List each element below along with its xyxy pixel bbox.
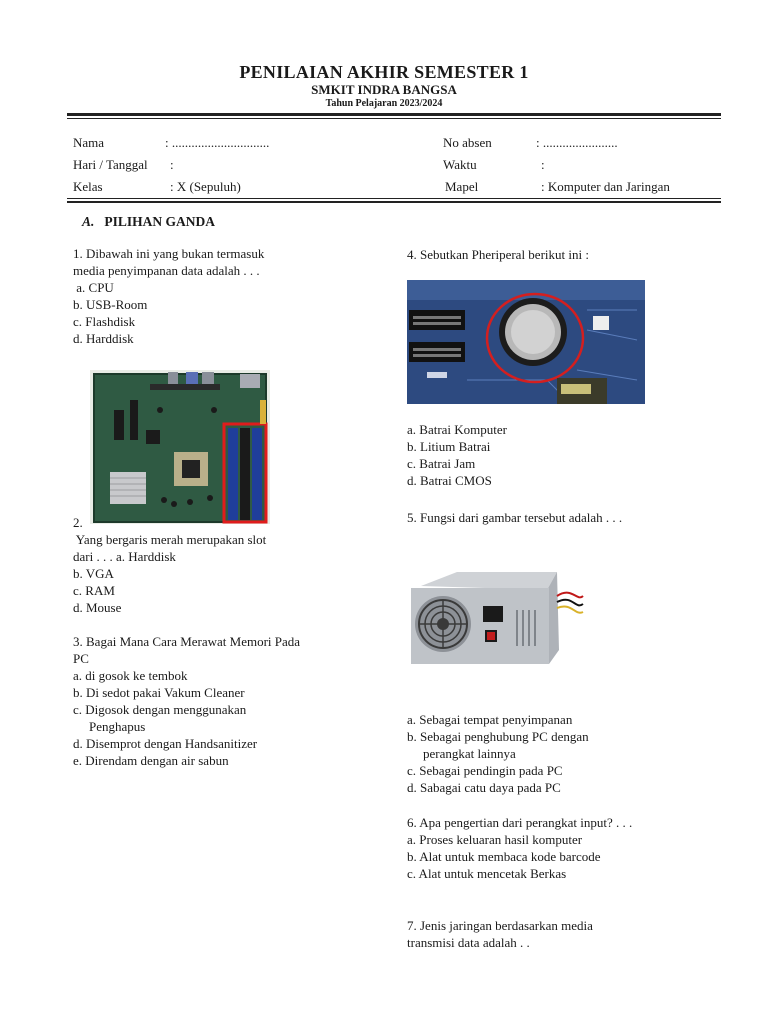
question-2-text: Yang bergaris merah merupakan slot — [73, 532, 267, 547]
question-1 — [73, 245, 264, 347]
option-3c-cont: Penghapus — [89, 719, 146, 734]
section-heading — [82, 214, 215, 230]
nama-field: : .............................. — [165, 135, 270, 150]
question-2-text-cont: dari . . . a. Harddisk — [73, 549, 176, 564]
hari-label: Hari / Tanggal — [73, 157, 148, 172]
option-3d: d. Disemprot dengan Handsanitizer — [73, 736, 258, 751]
option-5a: a. Sebagai tempat penyimpanan — [407, 712, 573, 727]
question-2-number: 2. — [73, 515, 83, 530]
question-4-options — [407, 421, 507, 489]
page-title: PENILAIAN AKHIR SEMESTER 1 — [239, 62, 529, 82]
option-4c: c. Batrai Jam — [407, 456, 476, 471]
option-6a: a. Proses keluaran hasil komputer — [407, 832, 583, 847]
question-1-text-cont: media penyimpanan data adalah . . . — [73, 263, 260, 278]
option-1c: c. Flashdisk — [73, 314, 136, 329]
header-divider-thin — [67, 118, 721, 119]
hari-field: : — [170, 157, 174, 172]
identity-divider-thick — [67, 201, 721, 203]
school-year: Tahun Pelajaran 2023/2024 — [325, 98, 443, 109]
option-2d: d. Mouse — [73, 600, 122, 615]
option-5b: b. Sebagai penghubung PC dengan — [407, 729, 589, 744]
option-3c: c. Digosok dengan menggunakan — [73, 702, 247, 717]
waktu-field: : — [541, 157, 545, 172]
question-2 — [73, 514, 266, 616]
option-6b: b. Alat untuk membaca kode barcode — [407, 849, 601, 864]
absen-field: : ....................... — [536, 135, 618, 150]
option-5b-cont: perangkat lainnya — [423, 746, 516, 761]
section-title: PILIHAN GANDA — [104, 214, 216, 229]
option-4d: d. Batrai CMOS — [407, 473, 492, 488]
question-6 — [407, 814, 632, 882]
nama-label: Nama — [73, 135, 105, 150]
option-4b: b. Litium Batrai — [407, 439, 491, 454]
kelas-field: : X (Sepuluh) — [170, 179, 241, 194]
option-5c: c. Sebagai pendingin pada PC — [407, 763, 563, 778]
option-2b: b. VGA — [73, 566, 114, 581]
question-7 — [407, 917, 593, 951]
question-3-text: 3. Bagai Mana Cara Merawat Memori Pada — [73, 634, 301, 649]
option-5d: d. Sabagai catu daya pada PC — [407, 780, 561, 795]
option-2c: c. RAM — [73, 583, 115, 598]
identity-divider-thin — [67, 198, 721, 199]
absen-label: No absen — [443, 135, 492, 150]
option-3a: a. di gosok ke tembok — [73, 668, 188, 683]
power-supply-image — [407, 566, 585, 672]
kelas-label: Kelas — [73, 179, 103, 194]
question-3 — [73, 633, 300, 769]
option-1a: a. CPU — [73, 280, 114, 295]
mapel-field: : Komputer dan Jaringan — [541, 179, 670, 194]
option-4a: a. Batrai Komputer — [407, 422, 507, 437]
school-name: SMKIT INDRA BANGSA — [311, 82, 457, 97]
power-supply-icon — [407, 566, 585, 672]
section-letter: A. — [82, 214, 95, 229]
question-1-text: 1. Dibawah ini yang bukan termasuk — [73, 246, 265, 261]
option-6c: c. Alat untuk mencetak Berkas — [407, 866, 567, 881]
option-1d: d. Harddisk — [73, 331, 134, 346]
question-3-text-cont: PC — [73, 651, 89, 666]
question-7-text-cont: transmisi data adalah . . — [407, 935, 530, 950]
question-7-text: 7. Jenis jaringan berdasarkan media — [407, 918, 593, 933]
option-3b: b. Di sedot pakai Vakum Cleaner — [73, 685, 245, 700]
waktu-label: Waktu — [443, 157, 477, 172]
cmos-battery-icon — [407, 280, 645, 404]
question-5-text: 5. Fungsi dari gambar tersebut adalah . . . — [407, 510, 623, 525]
question-6-text: 6. Apa pengertian dari perangkat input? . . . — [407, 815, 633, 830]
question-4-text: 4. Sebutkan Pheriperal berikut ini : — [407, 247, 589, 262]
motherboard-image — [90, 370, 270, 524]
header-divider-thick — [67, 113, 721, 116]
question-5-options — [407, 711, 589, 796]
motherboard-icon — [90, 370, 270, 524]
option-3e: e. Direndam dengan air sabun — [73, 753, 229, 768]
mapel-label: Mapel — [445, 179, 479, 194]
option-1b: b. USB-Room — [73, 297, 148, 312]
cmos-battery-image — [407, 280, 645, 404]
